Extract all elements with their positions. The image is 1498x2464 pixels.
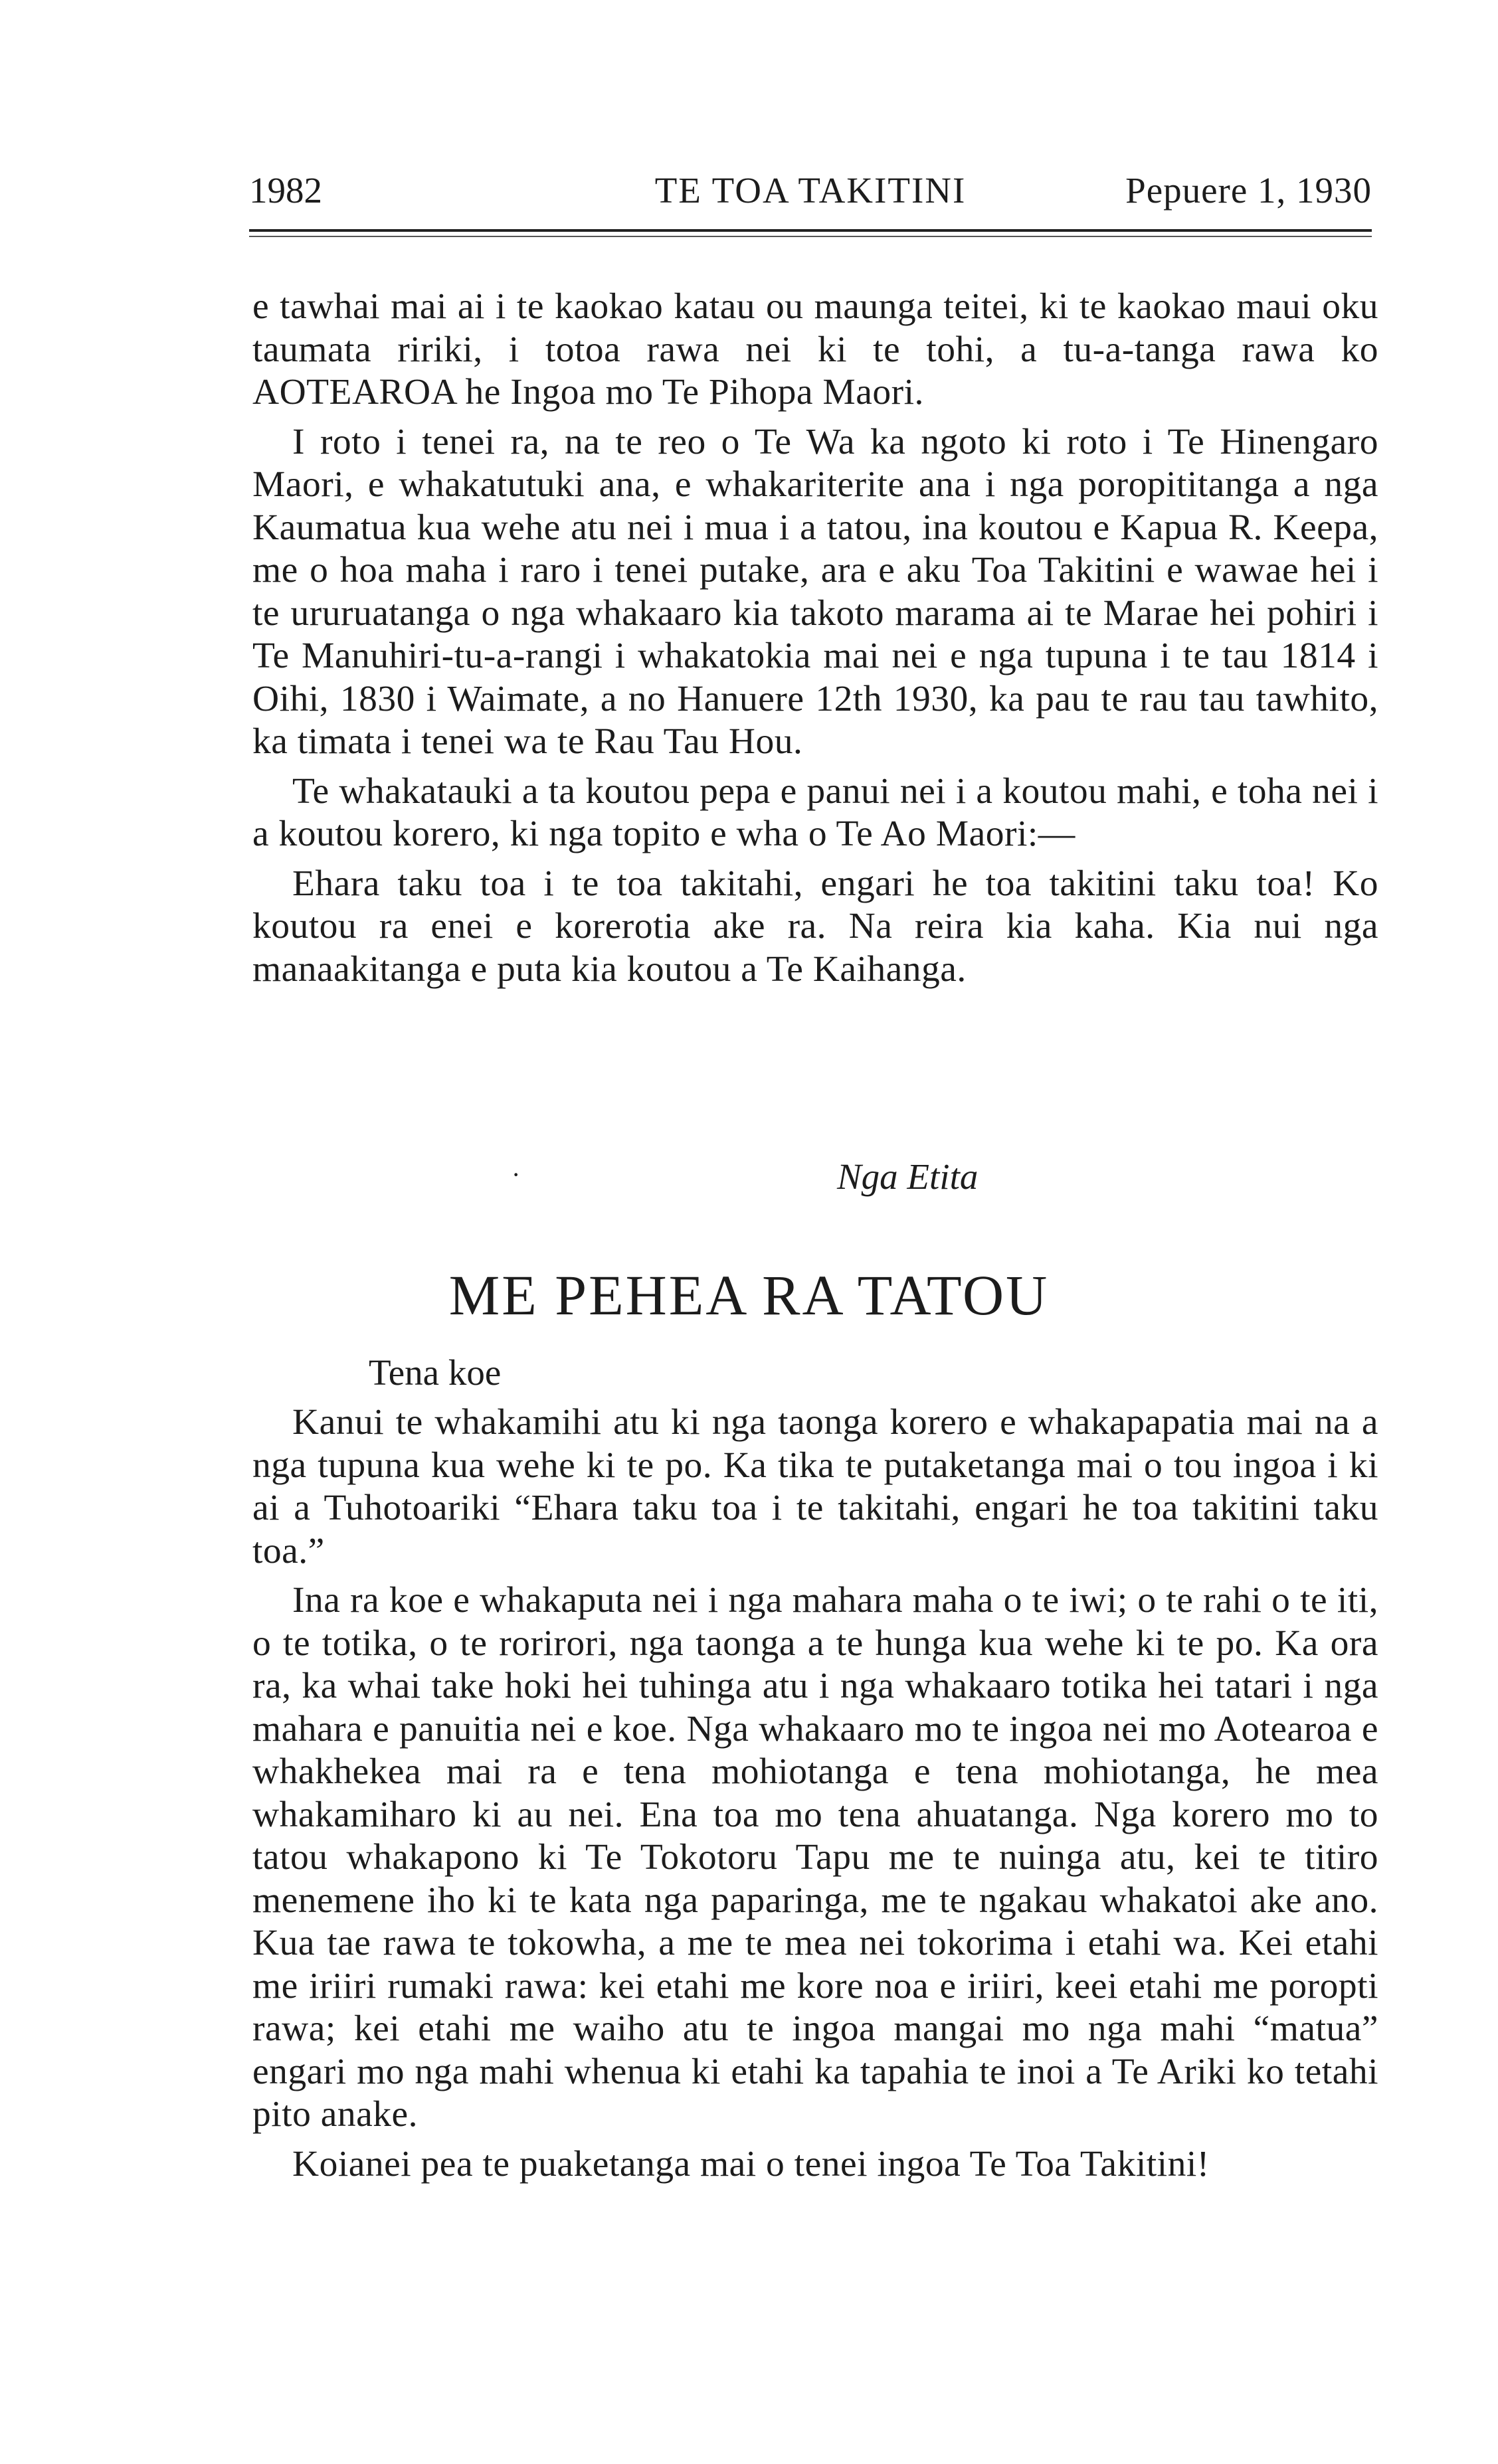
publication-title: TE TOA TAKITINI bbox=[654, 170, 967, 211]
page-header bbox=[249, 169, 1372, 222]
paragraph: Ina ra koe e whakaputa nei i nga mahara maha o te iwi; o te rahi o te iti, o te totika, o te rorirori, nga taonga a te hunga kua wehe ki te po. Ka ora ra, ka whai take hoki hei tuhinga atu i nga whakaaro totika hei tatari i nga mahara e panuitia nei e koe. Nga whakaaro mo te ingoa nei mo Aotearoa e whakhekea mai ra e tena mohiotanga e tena mohiotanga, he mea whakamiharo ki au nei. Ena toa mo tena ahuatanga. Nga korero mo to tatou whakapono ki Te Tokotoru Tapu me te nuinga atu, kei te titiro menemene iho ki te kata nga paparinga, me te ngakau whakatoi ake ano. Kua tae rawa te tokowha, a me te mea nei tokorima i etahi wa. Kei etahi me iriiri rumaki rawa: kei etahi me kore noa e iriiri, keei etahi me poropti rawa; kei etahi me waiho atu te ingoa mangai mo nga mahi “matua” engari mo nga mahi whenua ki etahi ka tapahia te inoi a Te Ariki ko tetahi pito anake. bbox=[252, 1580, 1378, 2135]
paragraph: e tawhai mai ai i te kaokao katau ou maunga teitei, ki te kaokao maui oku taumata ririki, i totoa rawa nei ki te tohi, a tu-a-tanga rawa ko AOTEAROA he Ingoa mo Te Pihopa Maori. bbox=[252, 286, 1378, 412]
paragraph: Te whakatauki a ta koutou pepa e panui nei i a koutou mahi, e toha nei i a koutou korero, ki nga topito e wha o Te Ao Maori:— bbox=[252, 770, 1378, 854]
article-continuation bbox=[252, 286, 1378, 998]
page-number: 1982 bbox=[249, 170, 322, 211]
issue-date: Pepuere 1, 1930 bbox=[1125, 170, 1372, 211]
editors-signoff: Nga Etita bbox=[837, 1156, 979, 1197]
stray-dot: · bbox=[512, 1160, 521, 1189]
paragraph: I roto i tenei ra, na te reo o Te Wa ka ngoto ki roto i Te Hinengaro Maori, e whakatutuki ana, e whakariterite ana i nga poropititanga a nga Kaumatua kua wehe atu nei i mua i a tatou, ina koutou e Kapua R. Keepa, me o hoa maha i raro i tenei putake, ara e aku Toa Takitini e wawae hei i te ururuatanga o nga whakaaro kia takoto marama ai te Marae hei pohiri i Te Manuhiri-tu-a-rangi i whakatokia mai nei e nga tupuna i te tau 1814 i Oihi, 1830 i Waimate, a no Hanuere 12th 1930, ka pau te rau tau tawhito, ka timata i tenei wa te Rau Tau Hou. bbox=[252, 421, 1378, 762]
header-rule-thin bbox=[249, 236, 1372, 237]
letter-body bbox=[252, 1401, 1378, 2192]
article-heading: ME PEHEA RA TATOU bbox=[448, 1263, 1050, 1327]
paragraph: Ehara taku toa i te toa takitahi, engari he toa takitini taku toa! Ko koutou ra enei e korerotia ake ra. Na reira kia kaha. Kia nui nga manaakitanga e puta kia koutou a Te Kaihanga. bbox=[252, 863, 1378, 990]
paragraph: Koianei pea te puaketanga mai o tenei ingoa Te Toa Takitini! bbox=[292, 2143, 1210, 2184]
paragraph: Kanui te whakamihi atu ki nga taonga korero e whakapapatia mai na a nga tupuna kua wehe ki te po. Ka tika te putaketanga mai o tou ingoa i ki ai a Tuhotoariki “Ehara taku toa i te takitahi, engari he toa takitini taku toa.” bbox=[252, 1402, 1378, 1571]
letter-salutation: Tena koe bbox=[369, 1352, 502, 1393]
header-rule bbox=[249, 229, 1372, 232]
